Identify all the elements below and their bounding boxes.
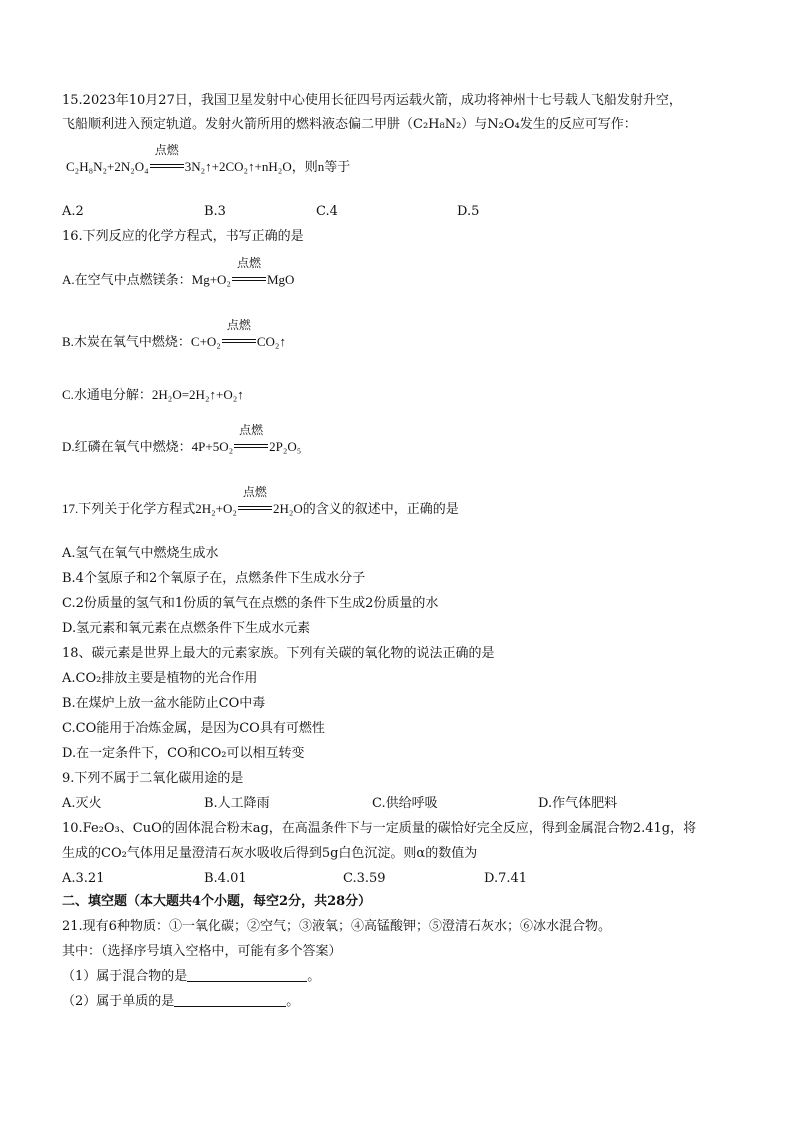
q17-option-b: B.4个氢原子和2个氧原子在，点燃条件下生成水分子 [62,571,366,586]
q16-b-condition: 点燃 [226,318,251,332]
q16-a-condition: 点燃 [236,256,261,270]
q17-stem-right: 2H₂O的含义的叙述中，正确的是 [272,501,459,516]
q15-option-c: C.4 [316,204,338,219]
q16-b-condition-arrow [222,318,256,351]
section2-title: 二、填空题（本大题共4个小题，每空2分，共28分） [62,894,372,909]
q17-condition-arrow [238,485,272,518]
q18-option-c: C.CO能用于冶炼金属，是因为CO具有可燃性 [62,721,325,736]
q16-d-condition-arrow [234,423,268,456]
q15-eq-left: C₂H₈N₂+2N₂O₄ [66,159,149,174]
q10-option-c: C.3.59 [343,871,386,886]
q9-option-d: D.作气体肥料 [538,796,618,811]
q18-option-d: D.在一定条件下，CO和CO₂可以相互转变 [62,746,305,761]
q18-stem: 18、碳元素是世界上最大的元素家族。下列有关碳的氧化物的说法正确的是 [62,646,495,661]
q16-option-c: C.水通电分解：2H₂O=2H₂↑+O₂↑ [62,387,244,402]
q21-part1-answer-blank[interactable] [187,968,307,982]
q21-part1-label: （1）属于混合物的是 [62,969,188,984]
q15-equation [66,143,351,176]
q16-option-b [62,318,286,351]
q16-b-label: B.木炭在氧气中燃烧：C+O₂ [62,334,221,349]
q21-part1 [62,968,320,986]
q15-option-d: D.5 [457,204,480,219]
q17-stem [62,485,459,518]
q21-part2-end: 。 [286,994,300,1009]
q10-stem-line1: 10.Fe₂O₃、CuO的固体混合粉末ag，在高温条件下与一定质量的碳恰好完全反应，得到金属混合物2.41g，将 [62,821,697,836]
q16-option-a [62,256,295,289]
q15-eq-condition: 点燃 [154,143,179,157]
q21-part2-answer-blank[interactable] [174,993,286,1007]
q9-option-a: A.灭火 [62,796,102,811]
q10-stem-line2: 生成的CO₂气体用足量澄清石灰水吸收后得到5g白色沉淀。则α的数值为 [62,846,478,861]
q18-option-b: B.在煤炉上放一盆水能防止CO中毒 [62,696,266,711]
q9-stem: 9.下列不属于二氧化碳用途的是 [62,771,244,786]
q9-option-c: C.供给呼吸 [372,796,438,811]
q16-d-label: D.红磷在氧气中燃烧：4P+5O₂ [62,439,234,454]
q21-part1-end: 。 [307,969,321,984]
q21-part2-label: （2）属于单质的是 [62,994,175,1009]
q21-stem: 21.现有6种物质：①一氧化碳；②空气；③液氧；④高锰酸钾；⑤澄清石灰水；⑥冰水混合物。 [62,919,611,934]
q10-option-a: A.3.21 [62,871,105,886]
q16-a-condition-arrow [232,256,266,289]
q17-condition: 点燃 [242,485,267,499]
q15-option-a: A.2 [62,204,84,219]
q16-a-right: MgO [266,272,295,287]
q10-option-b: B.4.01 [204,871,247,886]
q15-eq-condition-arrow [150,143,184,176]
q10-option-d: D.7.41 [484,871,528,886]
q15-stem-line2: 飞船顺利进入预定轨道。发射火箭所用的燃料液态偏二甲肼（C₂H₈N₂）与N₂O₄发生的反应可写作： [62,117,637,132]
q16-d-condition: 点燃 [239,423,264,437]
q21-instruction: 其中：（选择序号填入空格中，可能有多个答案） [62,944,342,959]
q17-option-a: A.氢气在氧气中燃烧生成水 [62,546,219,561]
q17-stem-left: 17.下列关于化学方程式2H₂+O₂ [62,501,237,516]
q15-option-b: B.3 [204,204,226,219]
q17-option-c: C.2份质量的氢气和1份质的氧气在点燃的条件下生成2份质量的水 [62,596,439,611]
q17-option-d: D.氢元素和氧元素在点燃条件下生成水元素 [62,621,311,636]
q16-d-right: 2P₂O₅ [269,439,302,454]
q16-option-d [62,423,302,456]
q15-eq-right: 3N₂↑+2CO₂↑+nH₂O，则n等于 [184,159,351,174]
q9-option-b: B.人工降雨 [204,796,270,811]
q18-option-a: A.CO₂排放主要是植物的光合作用 [62,671,258,686]
q16-a-label: A.在空气中点燃镁条：Mg+O₂ [62,272,231,287]
q16-b-right: CO₂↑ [256,334,286,349]
q21-part2 [62,993,299,1011]
q16-stem: 16.下列反应的化学方程式，书写正确的是 [62,229,304,244]
q15-stem-line1: 15.2023年10月27日，我国卫星发射中心使用长征四号丙运载火箭，成功将神州十七号载人飞船发射升空， [62,93,682,108]
